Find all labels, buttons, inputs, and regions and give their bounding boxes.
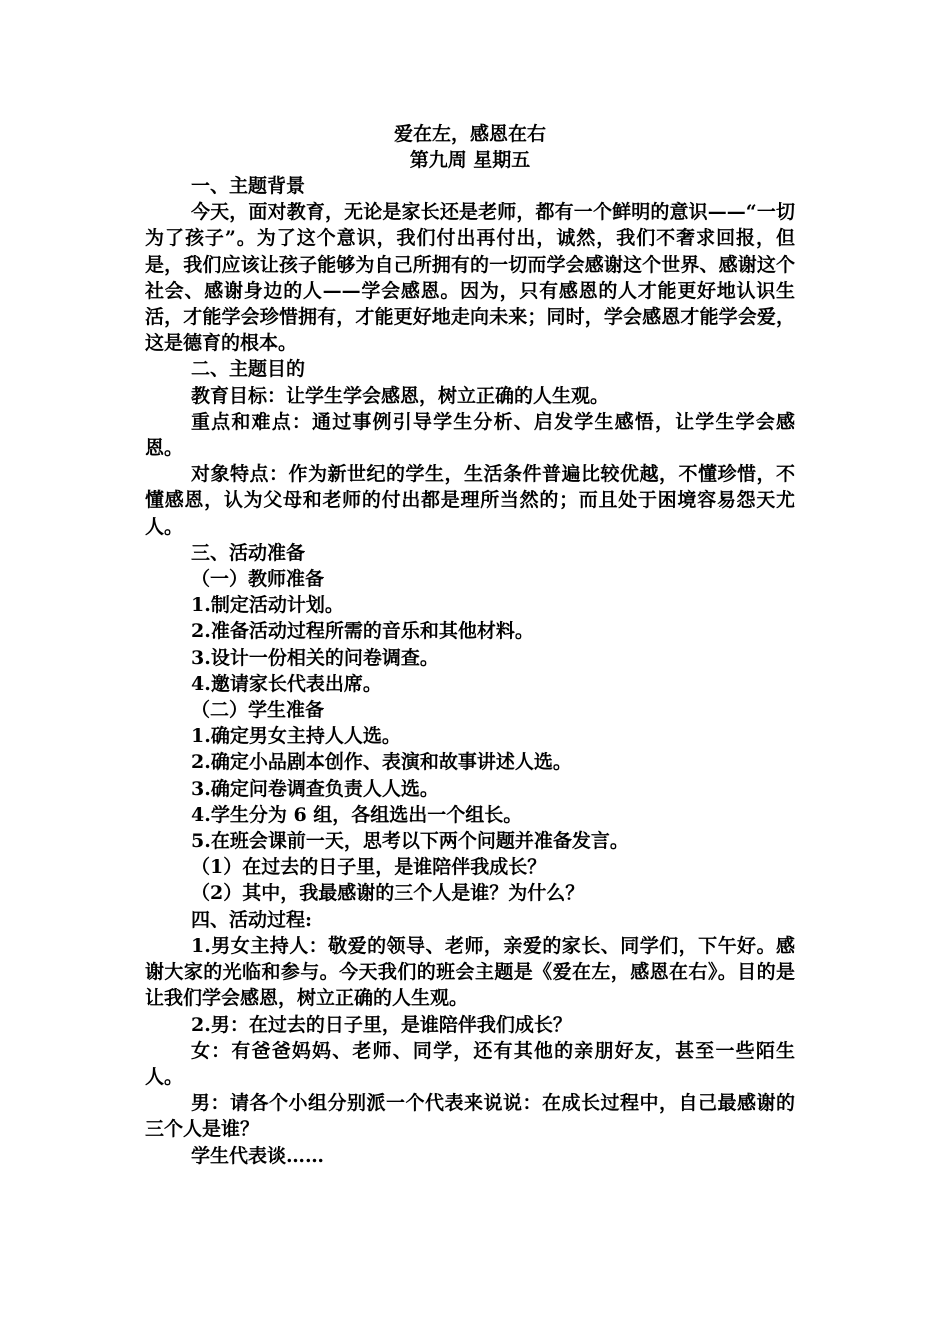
paragraph: （2）其中，我最感谢的三个人是谁？为什么？ bbox=[191, 882, 585, 905]
paragraph: 对象特点：作为新世纪的学生，生活条件普遍比较优越，不懂珍惜，不懂感恩，认为父母和老师的付出都是理所当然的；而且处于困境容易怨天尤人。 bbox=[145, 463, 795, 538]
paragraph: 4.学生分为 6 组，各组选出一个组长。 bbox=[191, 803, 523, 826]
paragraph: 1.男女主持人：敬爱的领导、老师，亲爱的家长、同学们，下午好。感谢大家的光临和参与。今天我们的班会主题是《爱在左，感恩在右》。目的是让我们学会感恩，树立正确的人生观。 bbox=[145, 934, 795, 1010]
paragraph: 女：有爸爸妈妈、老师、同学，还有其他的亲朋好友，甚至一些陌生人。 bbox=[145, 1039, 795, 1088]
document-body bbox=[145, 121, 795, 1169]
paragraph-list bbox=[145, 173, 795, 1169]
paragraph: （一）教师准备 bbox=[191, 568, 325, 591]
document-title: 爱在左，感恩在右 bbox=[393, 123, 546, 145]
paragraph: 3.设计一份相关的问卷调查。 bbox=[191, 646, 439, 669]
paragraph: 教育目标：让学生学会感恩，树立正确的人生观。 bbox=[191, 384, 610, 407]
paragraph: 重点和难点：通过事例引导学生分析、启发学生感悟，让学生学会感恩。 bbox=[145, 410, 795, 460]
paragraph: 1.确定男女主持人人选。 bbox=[191, 725, 401, 748]
paragraph: 5.在班会课前一天，思考以下两个问题并准备发言。 bbox=[191, 830, 629, 853]
paragraph: 1.制定活动计划。 bbox=[191, 594, 344, 617]
paragraph: 学生代表谈…… bbox=[191, 1144, 325, 1167]
paragraph: 2.男：在过去的日子里，是谁陪伴我们成长？ bbox=[191, 1013, 572, 1036]
document-subtitle: 第九周 星期五 bbox=[409, 149, 531, 171]
paragraph: 四、活动过程: bbox=[191, 908, 313, 931]
paragraph: 2.准备活动过程所需的音乐和其他材料。 bbox=[191, 620, 534, 643]
paragraph: 三、活动准备 bbox=[191, 541, 306, 564]
paragraph: 今天，面对教育，无论是家长还是老师，都有一个鲜明的意识——“一切为了孩子”。为了这个意识，我们付出再付出，诚然，我们不奢求回报，但是，我们应该让孩子能够为自己所拥有的一切而学会感谢这个世界、感谢这个社会、感谢身边的人——学会感恩。因为，只有感恩的人才能更好地认识生活，才能学会珍惜拥有，才能更好地走向未来；同时，学会感恩才能学会爱，这是德育的根本。 bbox=[145, 201, 795, 355]
paragraph: 2.确定小品剧本创作、表演和故事讲述人选。 bbox=[191, 751, 572, 774]
paragraph: （1）在过去的日子里，是谁陪伴我成长？ bbox=[191, 856, 547, 879]
paragraph: 4.邀请家长代表出席。 bbox=[191, 672, 382, 695]
paragraph: 3.确定问卷调查负责人人选。 bbox=[191, 777, 439, 800]
paragraph: （二）学生准备 bbox=[191, 699, 325, 722]
paragraph: 男：请各个小组分别派一个代表来说说：在成长过程中，自己最感谢的三个人是谁？ bbox=[145, 1092, 795, 1141]
paragraph: 一、主题背景 bbox=[191, 175, 306, 197]
paragraph: 二、主题目的 bbox=[191, 358, 306, 381]
